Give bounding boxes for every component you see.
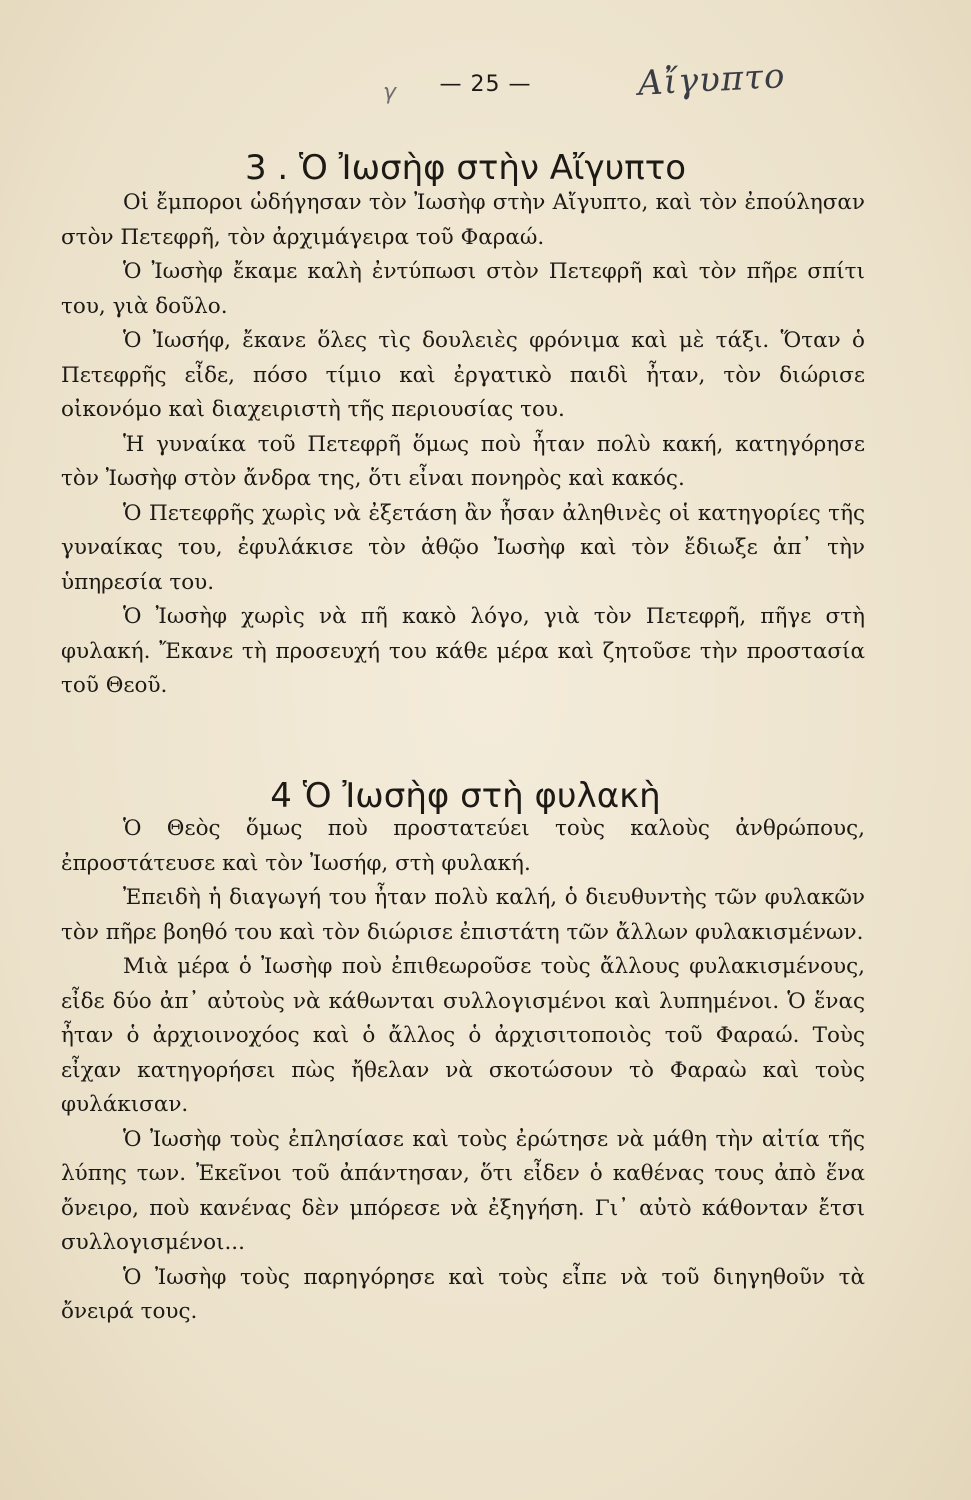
paragraph: Ὁ Ἰωσὴφ τοὺς ἐπλησίασε καὶ τοὺς ἐρώτησε νὰ μάθη τὴν αἰτία τῆς λύπης των. Ἐκεῖνοι τοῦ ἀπάντησαν, ὅτι εἶδεν ὁ καθένας τους ἀπὸ ἕνα ὄνειρο, ποὺ κανένας δὲν μπόρεσε νὰ ἐξηγήση. Γι᾿ αὐτὸ κάθονταν ἔτσι συλλογισμένοι... bbox=[61, 1126, 865, 1255]
paragraph: Ὁ Πετεφρῆς χωρὶς νὰ ἐξετάση ἂν ἦσαν ἀληθινὲς οἱ κατηγορίες τῆς γυναίκας του, ἐφυλάκισε τὸν ἀθῷο Ἰωσὴφ καὶ τὸν ἔδιωξε ἀπ᾿ τὴν ὑπηρεσία του. bbox=[61, 500, 865, 595]
paragraph: Οἱ ἔμποροι ὡδήγησαν τὸν Ἰωσὴφ στὴν Αἴγυπτο, καὶ τὸν ἐπούλησαν στὸν Πετεφρῆ, τὸν ἀρχιμάγειρα τοῦ Φαραώ. bbox=[61, 190, 865, 250]
section-heading-4: 4 Ὁ Ἰωσὴφ στὴ φυλακὴ bbox=[270, 776, 661, 817]
section-body-3 bbox=[61, 186, 865, 704]
paragraph: Ὁ Ἰωσήφ, ἔκανε ὅλες τὶς δουλειὲς φρόνιμα καὶ μὲ τάξι. Ὅταν ὁ Πετεφρῆς εἶδε, πόσο τίμιο καὶ ἐργατικὸ παιδὶ ἦταν, τὸν διώρισε οἰκονόμο καὶ διαχειριστὴ τῆς περιουσίας του. bbox=[61, 328, 865, 422]
paragraph: Ἡ γυναίκα τοῦ Πετεφρῆ ὅμως ποὺ ἦταν πολὺ κακή, κατηγόρησε τὸν Ἰωσὴφ στὸν ἄνδρα της, ὅτι εἶναι πονηρὸς καὶ κακός. bbox=[61, 431, 865, 491]
paragraph: Ὁ Ἰωσὴφ τοὺς παρηγόρησε καὶ τοὺς εἶπε νὰ τοῦ διηγηθοῦν τὰ ὄνειρά τους. bbox=[61, 1264, 865, 1324]
section-body-4 bbox=[61, 812, 865, 1330]
paragraph: Ὁ Ἰωσὴφ χωρὶς νὰ πῆ κακὸ λόγο, γιὰ τὸν Πετεφρῆ, πῆγε στὴ φυλακή. Ἔκανε τὴ προσευχή του κάθε μέρα καὶ ζητοῦσε τὴν προστασία τοῦ Θεοῦ. bbox=[61, 604, 865, 698]
section-heading-3: 3 . Ὁ Ἰωσὴφ στὴν Αἴγυπτο bbox=[244, 148, 687, 189]
paragraph: Ὁ Θεὸς ὅμως ποὺ προστατεύει τοὺς καλοὺς ἀνθρώπους, ἐπροστάτευσε καὶ τὸν Ἰωσήφ, στὴ φυλακή. bbox=[61, 816, 865, 876]
page-number: — 25 — bbox=[439, 72, 532, 97]
paragraph: Ἐπειδὴ ἡ διαγωγή του ἦταν πολὺ καλή, ὁ διευθυντὴς τῶν φυλακῶν τὸν πῆρε βοηθό του καὶ τὸν διώρισε ἐπιστάτη τῶν ἄλλων φυλακισμένων. bbox=[61, 885, 865, 945]
paragraph: Ὁ Ἰωσὴφ ἔκαμε καλὴ ἐντύπωσι στὸν Πετεφρῆ καὶ τὸν πῆρε σπίτι του, γιὰ δοῦλο. bbox=[61, 259, 865, 319]
pencil-mark: γ bbox=[383, 80, 397, 105]
paragraph: Μιὰ μέρα ὁ Ἰωσὴφ ποὺ ἐπιθεωροῦσε τοὺς ἄλλους φυλακισμένους, εἶδε δύο ἀπ᾿ αὐτοὺς νὰ κάθωνται συλλογισμένοι καὶ λυπημένοι. Ὁ ἕνας ἦταν ὁ ἀρχιοινοχόος καὶ ὁ ἄλλος ὁ ἀρχισιτοποιὸς τοῦ Φαραώ. Τοὺς εἶχαν κατηγορήσει πὼς ἤθελαν νὰ σκοτώσουν τὸ Φαραὼ καὶ τοὺς φυλάκισαν. bbox=[61, 954, 865, 1117]
handwritten-note: Αἴγυπτο bbox=[637, 56, 787, 104]
